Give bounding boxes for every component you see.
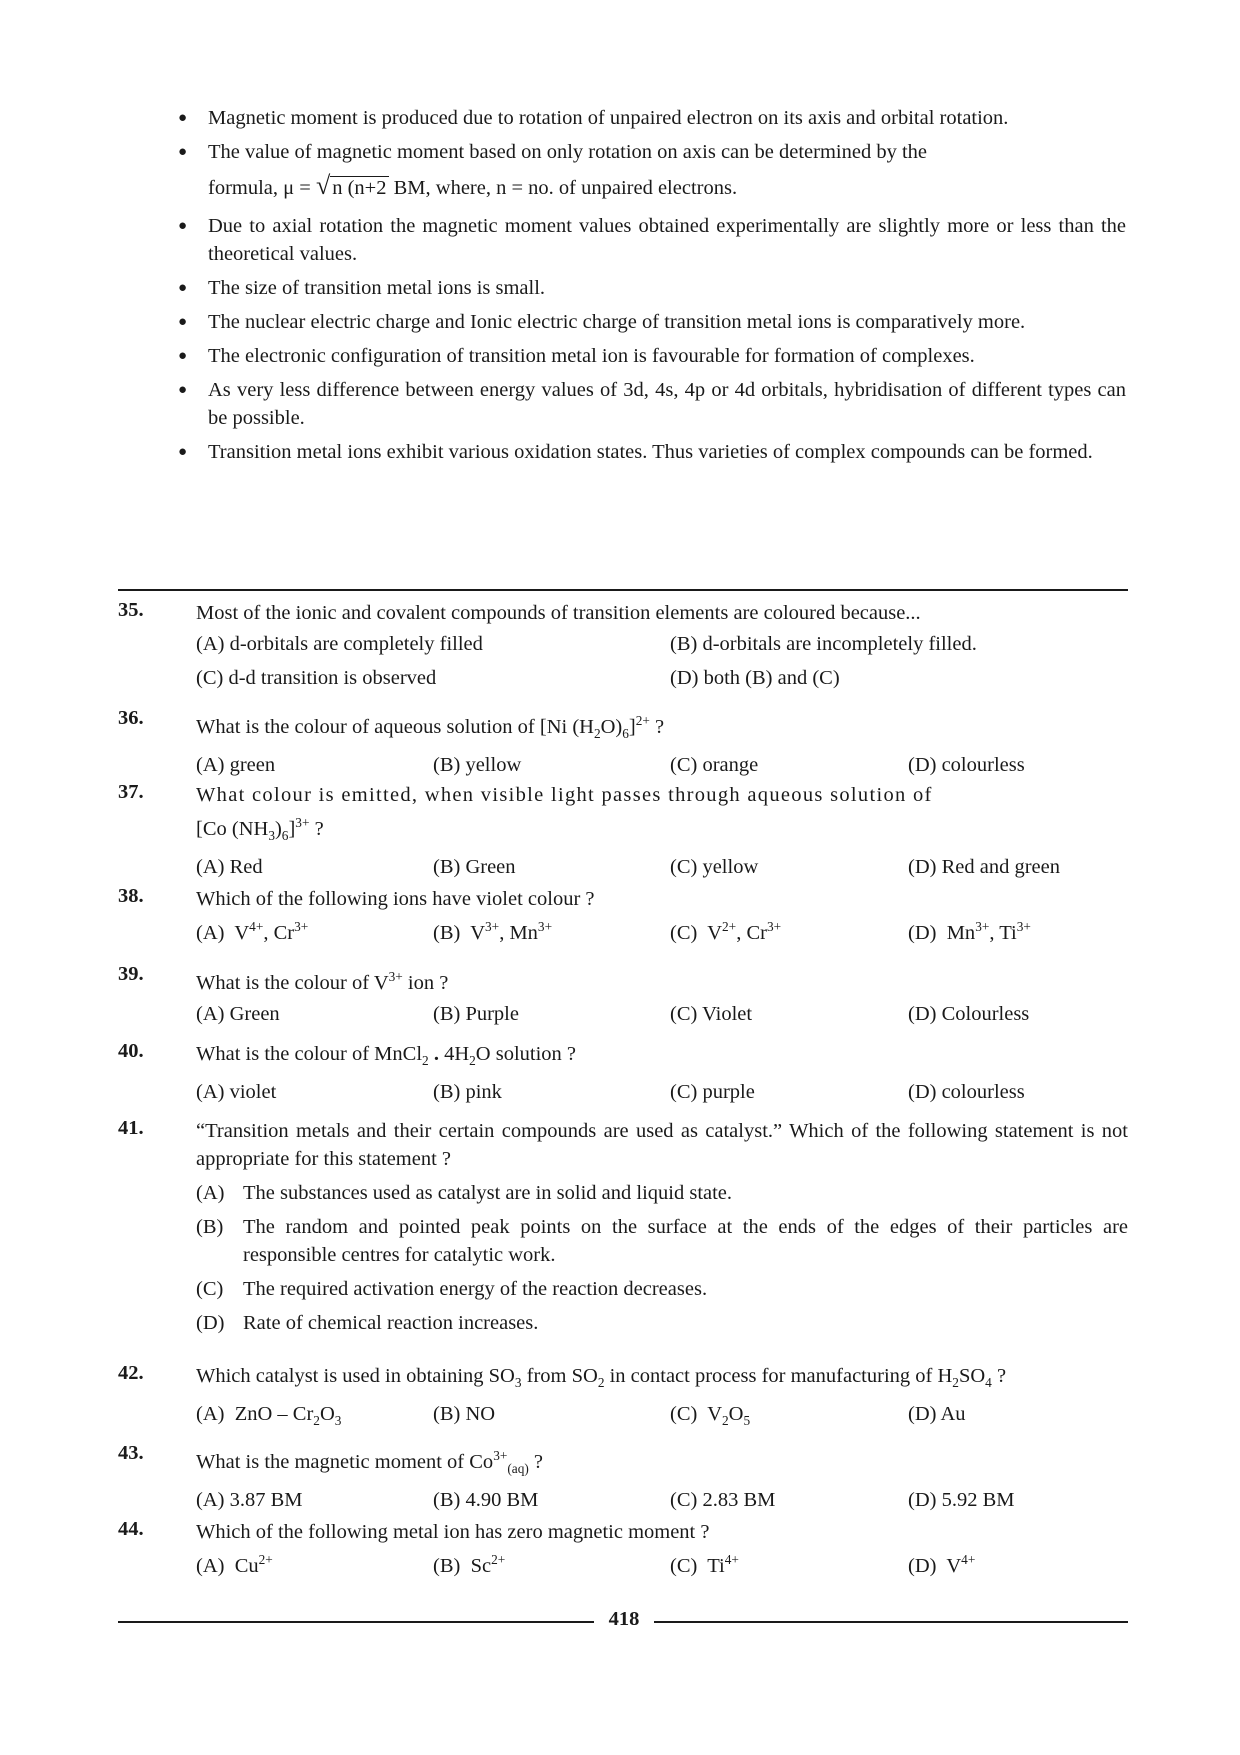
options: (A) green (B) yellow (C) orange (D) colourless [196,753,1025,776]
bullet-item: ● Due to axial rotation the magnetic moment values obtained experimentally are slightly more or less than the theoretical values. [178,212,1126,268]
options: (A) 3.87 BM (B) 4.90 BM (C) 2.83 BM (D) 5.92 BM [196,1488,1015,1511]
options: (A) violet (B) pink (C) purple (D) colourless [196,1081,1025,1104]
bullet-item: ● The electronic configuration of transition metal ion is favourable for formation of complexes. [178,342,1126,370]
options: (A) $V^{4+}$, $Cr^{3+}$ (B) $V^{3+}$, $Mn^{3+}$ (C) $V^{2+}$, $Cr^{3+}$ (D) $Mn^{3+}$, $Ti^{3+}$ [196,919,1031,944]
square-root-icon: √ [315,171,331,200]
page-footer [118,1606,1128,1636]
question-44: 44. Which of the following metal ion has zero magnetic moment ? (A) $Cu^{2+}$ (B) $Sc^{2+}$ (C) $Ti^{4+}$ (D) $V^{4+}$ [118,1518,1128,1580]
magnetic-moment-formula: formula, μ = √n (n+2 BM, where, n = no. of unpaired electrons. [208,171,738,200]
bullet-item: ● As very less difference between energy values of 3d, 4s, 4p or 4d orbitals, hybridisation of different types can be possible. [178,376,1126,432]
section-divider [118,589,1128,591]
bullet-dot-icon: ● [178,382,188,398]
option-d: (D) Rate of chemical reaction increases. [196,1312,539,1334]
bullet-item: ● The nuclear electric charge and Ionic electric charge of transition metal ions is comparatively more. [178,308,1126,336]
bullet-dot-icon: ● [178,280,188,296]
question-36: 36. What is the colour of aqueous solution of [Ni $(H_2O)_6]^{2+}$ ? (A) green (B) yellow (C) orange (D) colourless [118,707,1128,782]
question-39: 39. What is the colour of $V^{3+}$ ion ? (A) Green (B) Purple (C) Violet (D) Colourless [118,963,1128,1031]
bullet-item: ● The size of transition metal ions is small. [178,274,1126,302]
options: (C) d-d transition is observed (D) both (B) and (C) [196,667,840,689]
bullet-dot-icon: ● [178,110,188,126]
question-37: 37. What colour is emitted, when visible light passes through aqueous solution of [Co $(NH_3)_6]^{3+}$ ? (A) Red (B) Green (C) yellow (D) Red and green [118,781,1128,884]
footer-rule-left [118,1621,594,1623]
options: (A) $Cu^{2+}$ (B) $Sc^{2+}$ (C) $Ti^{4+}$ (D) $V^{4+}$ [196,1552,976,1577]
question-41: 41. “Transition metals and their certain compounds are used as catalyst.” Which of the following statement is not appropriate for this statement ? (A) The substances used as catalyst are in solid and liquid state. (B) The random and pointed peak points on the surface at the ends of the edges of their particles are responsible centres for catalytic work. (C) The required activation energy of the reaction decreases. (D) Rate of chemical reaction increases. [118,1117,1128,1337]
bullet-item: ● Magnetic moment is produced due to rotation of unpaired electron on its axis and orbital rotation. [178,104,1126,132]
bullet-dot-icon: ● [178,314,188,330]
options: (A) d-orbitals are completely filled (B) d-orbitals are incompletely filled. [196,633,977,655]
question-40: 40. What is the colour of MnCl$_2$ . $4H_2O$ solution ? (A) violet (B) pink (C) purple (D) colourless [118,1040,1128,1109]
bullet-dot-icon: ● [178,144,188,160]
footer-rule-right [654,1621,1128,1623]
options: (A) Green (B) Purple (C) Violet (D) Colourless [196,1002,1030,1025]
bullet-dot-icon: ● [178,348,188,364]
options: (A) ZnO – $Cr_2O_3$ (B) NO (C) $V_2O_5$ (D) Au [196,1403,966,1429]
bullet-list [178,104,1126,472]
question-35: 35. Most of the ionic and covalent compounds of transition elements are coloured because... (A) d-orbitals are completely filled (B) d-orbitals are incompletely filled. (C) d-d transition is observed (D) both (B) and (C) [118,599,1128,695]
bullet-item: ● Transition metal ions exhibit various oxidation states. Thus varieties of complex compounds can be formed. [178,438,1126,466]
option-a: (A) The substances used as catalyst are in solid and liquid state. [196,1182,733,1204]
question-43: 43. What is the magnetic moment of $Co^{3+}_{(aq)}$ ? (A) 3.87 BM (B) 4.90 BM (C) 2.83 BM (D) 5.92 BM [118,1442,1128,1517]
question-38: 38. Which of the following ions have violet colour ? (A) $V^{4+}$, $Cr^{3+}$ (B) $V^{3+}$, $Mn^{3+}$ (C) $V^{2+}$, $Cr^{3+}$ (D) $Mn^{3+}$, $Ti^{3+}$ [118,885,1128,947]
page-number: 418 [608,1608,640,1630]
option-c: (C) The required activation energy of the reaction decreases. [196,1278,708,1300]
bullet-dot-icon: ● [178,218,188,234]
bullet-item: ● The value of magnetic moment based on only rotation on axis can be determined by the [178,138,1126,166]
options: (A) Red (B) Green (C) yellow (D) Red and green [196,855,1060,878]
bullet-dot-icon: ● [178,444,188,460]
option-b: (B) The random and pointed peak points on the surface at the ends of the edges of their particles are responsible centres for catalytic work. [196,1216,1128,1266]
question-42: 42. Which catalyst is used in obtaining $SO_3$ from $SO_2$ in contact process for manufacturing of $H_2SO_4$ ? (A) ZnO – $Cr_2O_3$ (B) NO (C) $V_2O_5$ (D) Au [118,1362,1128,1431]
